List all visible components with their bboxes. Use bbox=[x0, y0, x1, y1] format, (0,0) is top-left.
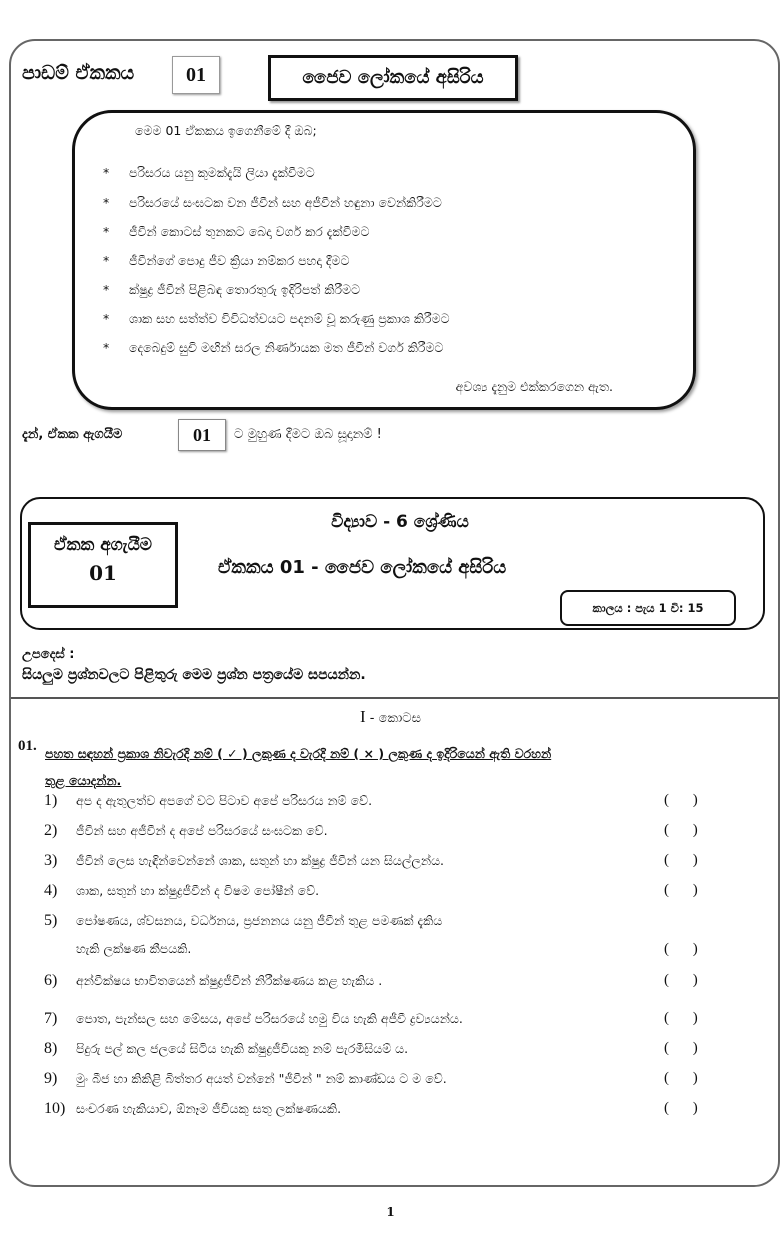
question-prompt-line-1: පහත සඳහන් ප්‍රකාශ නිවැරදි නම් ( ✓ ) ලකුණ ද වැරදි නම් ( × ) ලකුණ ද ඉදිරියෙන් ඇති වරහන් bbox=[45, 746, 552, 761]
unit-number-box: 01 bbox=[172, 56, 220, 94]
unit-label: පාඩම් ඒකකය bbox=[22, 62, 135, 84]
statement-row bbox=[44, 1100, 764, 1118]
statement-row bbox=[44, 1010, 764, 1028]
statement-row bbox=[44, 972, 764, 990]
objective-item bbox=[103, 340, 443, 356]
objective-item bbox=[103, 224, 369, 240]
answer-bracket[interactable]: ( ) bbox=[664, 882, 708, 898]
statement-number: 10) bbox=[44, 1100, 66, 1117]
assessment-number: 01 bbox=[89, 561, 117, 585]
objective-item bbox=[103, 311, 450, 327]
instructions-text: සියලුම ප්‍රශ්නවලට පිළිතුරු මෙම ප්‍රශ්න පත්‍රයේම සපයන්න. bbox=[22, 667, 366, 683]
answer-bracket[interactable]: ( ) bbox=[664, 822, 708, 838]
bullet-icon: * bbox=[103, 311, 110, 326]
assessment-label: ඒකක අගැයීම bbox=[53, 535, 153, 555]
statement-row bbox=[44, 852, 764, 870]
page-number: 1 bbox=[386, 1205, 395, 1219]
objective-text: ජීවීන්ගේ පොදු ජීව ක්‍රියා නම්කර පහදා දීමට bbox=[129, 253, 350, 268]
bullet-icon: * bbox=[103, 282, 110, 297]
question-prompt-line-2: තුළ යොදන්න. bbox=[45, 773, 122, 788]
objective-item bbox=[103, 282, 360, 298]
objective-text: දෙබෙදුම් සුචි මඟින් සරල නිර්ණායක මත ජීවීන් වර්ග කිරීමට bbox=[129, 340, 444, 355]
exam-title: ඒකකය 01 - ජෛව ලෝකයේ අසිරිය bbox=[218, 557, 507, 578]
statement-text: පිදුරු පල් කල ජලයේ සිටිය හැකි ක්ෂුද්‍රජීවියකු නම් පැරමීසියම් ය. bbox=[76, 1041, 409, 1056]
statement-number: 5) bbox=[44, 912, 58, 929]
answer-bracket[interactable]: ( ) bbox=[664, 1010, 708, 1026]
statement-number: 4) bbox=[44, 882, 58, 899]
statement-row bbox=[44, 912, 764, 930]
part-label: - කොටස bbox=[369, 711, 422, 726]
unit-title-box: ජෛව ලෝකයේ අසිරිය bbox=[268, 55, 518, 101]
bullet-icon: * bbox=[103, 340, 110, 355]
statement-row bbox=[44, 822, 764, 840]
bullet-icon: * bbox=[103, 165, 110, 180]
question-number: 01. bbox=[18, 738, 37, 754]
statement-text: සංචරණ හැකියාව, ඕනෑම ජීවියකු සතු ලක්ෂණයකි. bbox=[76, 1101, 342, 1116]
part-roman: I bbox=[359, 707, 366, 726]
section-divider bbox=[11, 697, 778, 699]
part-title bbox=[0, 707, 781, 727]
statement-number: 6) bbox=[44, 972, 58, 989]
objectives-footer: අවශ්‍ය දැනුම එක්කරගෙන ඇත. bbox=[455, 379, 613, 394]
statement-row bbox=[44, 792, 764, 810]
statement-number: 2) bbox=[44, 822, 58, 839]
subject-grade: විද්‍යාව - 6 ශ්‍රේණිය bbox=[331, 512, 469, 532]
statement-number: 3) bbox=[44, 852, 58, 869]
statement-row bbox=[44, 1070, 764, 1088]
objective-item bbox=[103, 195, 442, 211]
bullet-icon: * bbox=[103, 195, 110, 210]
objectives-box bbox=[72, 110, 696, 410]
answer-bracket[interactable]: ( ) bbox=[664, 852, 708, 868]
ready-number-box: 01 bbox=[178, 419, 226, 451]
time-allowed-box: කාලය : පැය 1 වි: 15 bbox=[560, 590, 736, 626]
objective-text: පරිසරයේ සංඝටක වන ජීවීන් සහ අජීවීන් හඳුනා වෙන්කිරීමට bbox=[129, 195, 442, 210]
answer-bracket[interactable]: ( ) bbox=[664, 1070, 708, 1086]
statement-text: පොත, පැන්සල සහ මේසය, අපේ පරිසරයේ හමු විය හැකි අජීවී ද්‍රව්‍යයන්ය. bbox=[76, 1011, 463, 1026]
statement-number: 7) bbox=[44, 1010, 58, 1027]
objective-text: පරිසරය යනු කුමක්දැයි ලියා දැක්වීමට bbox=[129, 165, 315, 180]
bullet-icon: * bbox=[103, 253, 110, 268]
bullet-icon: * bbox=[103, 224, 110, 239]
assessment-box bbox=[28, 522, 178, 608]
objectives-intro: මෙම 01 ඒකකය ඉගෙනීමේ දී ඔබ; bbox=[135, 123, 317, 138]
statement-row bbox=[44, 882, 764, 900]
statement-number: 8) bbox=[44, 1040, 58, 1057]
objective-text: ශාක සහ සත්ත්ව විවිධත්වයට පදනම් වූ කරුණු ප්‍රකාශ කිරීමට bbox=[129, 311, 450, 326]
statement-text: ජීවීන් ලෙස හැඳින්වෙන්නේ ශාක, සතුන් හා ක්ෂුද්‍ර ජීවීන් යන සියල්ලන්ය. bbox=[76, 853, 445, 868]
objective-text: ක්ෂුද්‍ර ජීවීන් පිළිබඳ තොරතුරු ඉදිරිපත් කිරීමට bbox=[129, 282, 361, 297]
answer-bracket[interactable]: ( ) bbox=[664, 1100, 708, 1116]
statement-text: පෝෂණය, ශ්වසනය, වර්ධනය, ප්‍රජනනය යනු ජීවීන් තුළ පමණක් දැකිය bbox=[76, 913, 443, 928]
statement-text: අන්වීක්ෂය භාවිතයෙන් ක්ෂුද්‍රජීවීන් නිරීක්ෂණය කළ හැකිය . bbox=[76, 973, 383, 988]
objective-text: ජීවීන් කොටස් තුනකට බෙදා වර්ග කර දැක්වීමට bbox=[129, 224, 370, 239]
statement-text: මුං බීජ හා කිකිළි බිත්තර අයත් වන්නේ "ජීවීන් " නම් කාණ්ඩය ට ම වේ. bbox=[76, 1071, 447, 1086]
answer-bracket[interactable]: ( ) bbox=[664, 792, 708, 808]
statement-text: ශාක, සතුන් හා ක්ෂුද්‍රජීවීන් ද විෂම පෝෂීන් වේ. bbox=[76, 883, 320, 898]
statement-number: 1) bbox=[44, 792, 58, 809]
statement-row bbox=[44, 1040, 764, 1058]
answer-bracket[interactable]: ( ) bbox=[664, 941, 708, 957]
answer-bracket[interactable]: ( ) bbox=[664, 972, 708, 988]
instructions-title: උපදෙස් : bbox=[22, 647, 75, 662]
answer-bracket[interactable]: ( ) bbox=[664, 1040, 708, 1056]
ready-suffix: ට මුහුණ දීමට ඔබ සූදානම් ! bbox=[234, 427, 382, 442]
objective-item bbox=[103, 253, 349, 269]
statement-text: අප ද ඇතුලත්ව අපගේ වට පිටාව අපේ පරිසරය නම් වේ. bbox=[76, 793, 373, 808]
statement-number: 9) bbox=[44, 1070, 58, 1087]
question-prompt bbox=[45, 740, 765, 794]
statement-text: ජීවීන් සහ අජීවීන් ද අපේ පරිසරයේ සංඝටක වේ. bbox=[76, 823, 328, 838]
statement-text: හැකි ලක්ෂණ කීපයකි. bbox=[76, 941, 192, 956]
ready-prefix: දැන්, ඒකක ඇගයීම bbox=[22, 427, 123, 442]
objective-item bbox=[103, 165, 315, 181]
